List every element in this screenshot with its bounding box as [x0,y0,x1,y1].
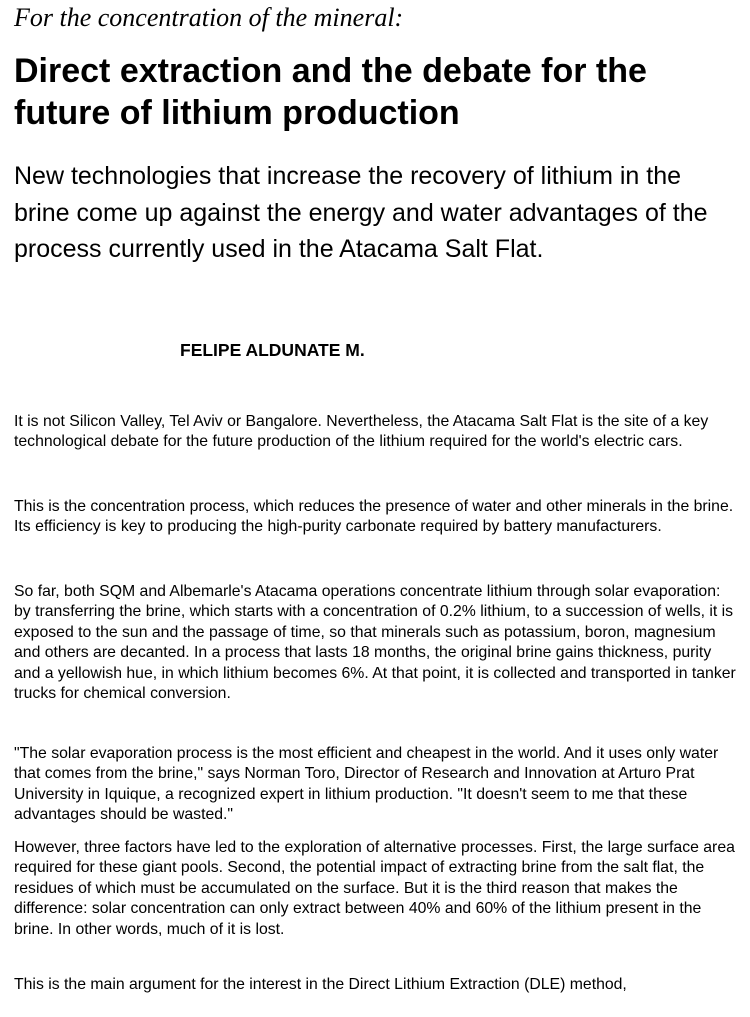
article-kicker: For the concentration of the mineral: [14,3,404,32]
article-headline: Direct extraction and the debate for the future of lithium production [14,52,647,132]
body-paragraph: This is the concentration process, which reduces the presence of water and other minerals in the brine. Its efficiency is key to producing the high-purity carbonate required by battery manufacturers. [14,498,734,536]
body-paragraph: So far, both SQM and Albemarle's Atacama operations concentrate lithium through solar evaporation: by transferring the brine, which starts with a concentration of 0.2% lithium, to a succession of wells, it is exposed to the sun and the passage of time, so that minerals such as potassium, boron, magnesium and others are decanted. In a process that lasts 18 months, the original brine gains thickness, purity and a yellowish hue, in which lithium becomes 6%. At that point, it is collected and transported in tanker trucks for chemical conversion. [14,583,736,703]
body-paragraph: It is not Silicon Valley, Tel Aviv or Bangalore. Nevertheless, the Atacama Salt Flat is the site of a key technological debate for the future production of the lithium required for the world's electric cars. [14,413,709,451]
body-paragraph: "The solar evaporation process is the most efficient and cheapest in the world. And it uses only water that comes from the brine," says Norman Toro, Director of Research and Innovation at Arturo Prat University in Iquique, a recognized expert in lithium production. "It doesn't seem to me that these advantages should be wasted." [14,745,719,824]
article-deck: New technologies that increase the recovery of lithium in the brine come up against the energy and water advantages of the process currently used in the Atacama Salt Flat. [14,162,708,263]
article-byline: FELIPE ALDUNATE M. [180,340,365,360]
body-paragraph: This is the main argument for the interest in the Direct Lithium Extraction (DLE) method, [14,976,627,993]
body-paragraph: However, three factors have led to the exploration of alternative processes. First, the large surface area required for these giant pools. Second, the potential impact of extracting brine from the salt flat, the residues of which must be accumulated on the surface. But it is the third reason that makes the difference: solar concentration can only extract between 40% and 60% of the lithium present in the brine. In other words, much of it is lost. [14,839,735,938]
